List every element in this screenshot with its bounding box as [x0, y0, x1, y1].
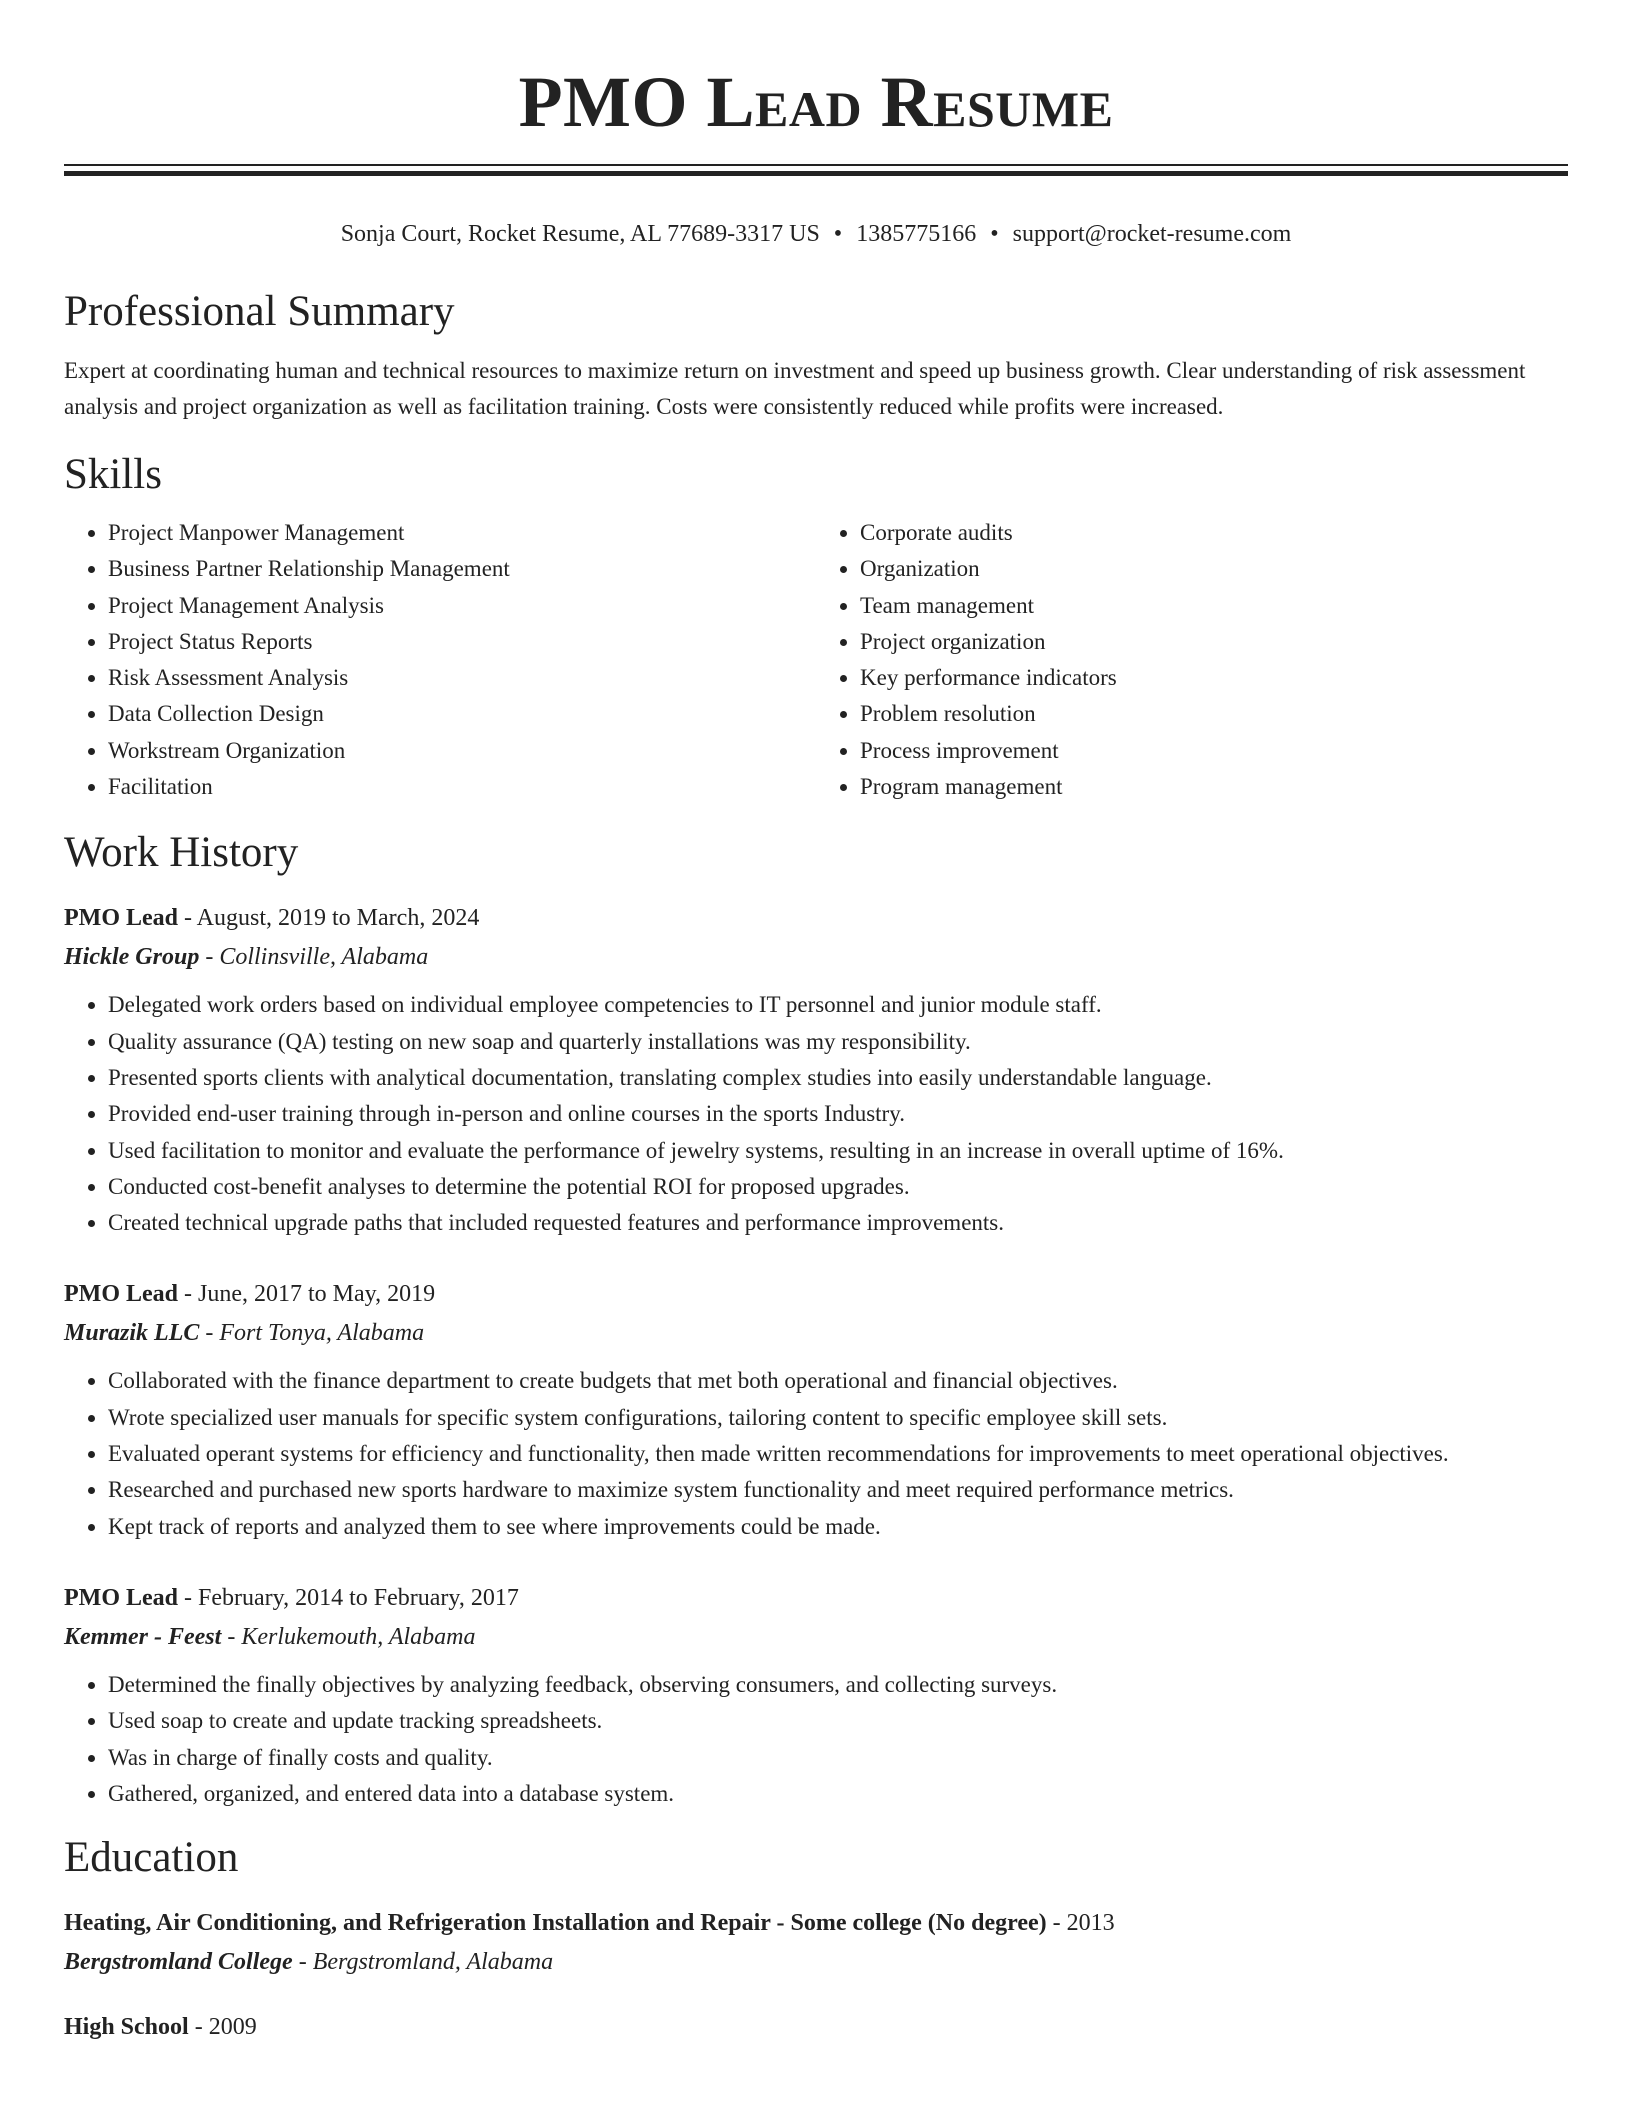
job-role: PMO Lead [64, 1584, 178, 1611]
job-dates: August, 2019 to March, 2024 [196, 905, 480, 932]
job-bullet: • Delegated work orders based on individual employee competencies to IT personnel and junior module staff. [108, 987, 1568, 1023]
summary-text: Expert at coordinating human and technical resources to maximize return on investment and speed up business growth. Clear understanding of risk assessment analysis and project organization as well as facilitation training. Costs were consistently reduced while profits were increased. [64, 358, 1526, 419]
skills-columns [64, 515, 1568, 805]
skill-item: • Business Partner Relationship Management [108, 551, 816, 587]
education-heading: Education [64, 1834, 239, 1882]
job-dates: February, 2014 to February, 2017 [198, 1584, 519, 1611]
job-location: Kerlukemouth, Alabama [241, 1623, 476, 1650]
job-bullet: • Used facilitation to monitor and evaluate the performance of jewelry systems, resulting in an increase in overall uptime of 16%. [108, 1133, 1568, 1169]
contact-email[interactable]: support@rocket-resume.com [1012, 221, 1292, 247]
contact-line [64, 218, 1568, 250]
job-entry [64, 1275, 1568, 1544]
job-company-line: Murazik LLC - Fort Tonya, Alabama [64, 1320, 425, 1347]
job-role-line: PMO Lead - August, 2019 to March, 2024 [64, 905, 480, 932]
job-bullet: • Created technical upgrade paths that included requested features and performance improvements. [108, 1205, 1568, 1241]
skill-item: • Project organization [860, 624, 1568, 660]
job-location: Collinsville, Alabama [219, 944, 429, 971]
skill-item: • Organization [860, 551, 1568, 587]
job-bullets [64, 1667, 1568, 1812]
skills-heading: Skills [64, 451, 162, 498]
job-bullets [64, 987, 1568, 1241]
skill-item: • Workstream Organization [108, 733, 816, 769]
title-rule-thick [64, 171, 1568, 176]
skills-list-left [64, 515, 816, 805]
job-bullet: • Provided end-user training through in-person and online courses in the sports Industry. [108, 1096, 1568, 1132]
job-location: Fort Tonya, Alabama [219, 1320, 425, 1347]
summary-heading: Professional Summary [64, 288, 455, 335]
education-degree-line: High School - 2009 [64, 2014, 257, 2041]
job-dates: June, 2017 to May, 2019 [198, 1281, 436, 1308]
education-degree: Heating, Air Conditioning, and Refrigeration Installation and Repair - Some college (No degree) [64, 1910, 1047, 1937]
skill-item: • Team management [860, 588, 1568, 624]
education-entry [64, 2008, 1568, 2046]
job-bullet: • Researched and purchased new sports hardware to maximize system functionality and meet required performance metrics. [108, 1472, 1568, 1508]
skill-item: • Project Manpower Management [108, 515, 816, 551]
job-bullet: • Wrote specialized user manuals for specific system configurations, tailoring content to specific employee skill sets. [108, 1400, 1568, 1436]
job-bullet: • Kept track of reports and analyzed them to see where improvements could be made. [108, 1509, 1568, 1545]
education-degree-line: Heating, Air Conditioning, and Refrigeration Installation and Repair - Some college (No degree) - 2013 [64, 1910, 1115, 1937]
education-school-line: Bergstromland College - Bergstromland, Alabama [64, 1949, 554, 1976]
skill-item: • Process improvement [860, 733, 1568, 769]
skill-item: • Project Status Reports [108, 624, 816, 660]
job-bullets [64, 1363, 1568, 1544]
job-bullet: • Gathered, organized, and entered data into a database system. [108, 1776, 1568, 1812]
job-bullet: • Determined the finally objectives by analyzing feedback, observing consumers, and collecting surveys. [108, 1667, 1568, 1703]
resume-title: PMO Lead Resume [518, 62, 1114, 142]
education-year: 2013 [1066, 1910, 1115, 1937]
job-bullet: • Presented sports clients with analytical documentation, translating complex studies into easily understandable language. [108, 1060, 1568, 1096]
job-company: Kemmer - Feest [64, 1623, 222, 1650]
job-company-line: Kemmer - Feest - Kerlukemouth, Alabama [64, 1623, 476, 1650]
job-bullet: • Evaluated operant systems for efficiency and functionality, then made written recommendations for improvements to meet operational objectives. [108, 1436, 1568, 1472]
job-entry [64, 1579, 1568, 1812]
education-degree: High School [64, 2014, 189, 2041]
job-bullet: • Collaborated with the finance department to create budgets that met both operational and financial objectives. [108, 1363, 1568, 1399]
job-bullet: • Used soap to create and update tracking spreadsheets. [108, 1703, 1568, 1739]
contact-separator: • [833, 221, 843, 247]
skill-item: • Data Collection Design [108, 696, 816, 732]
job-role-line: PMO Lead - February, 2014 to February, 2017 [64, 1584, 519, 1611]
skill-item: • Corporate audits [860, 515, 1568, 551]
skill-item: • Facilitation [108, 769, 816, 805]
education-location: Bergstromland, Alabama [312, 1949, 554, 1976]
education-year: 2009 [208, 2014, 257, 2041]
skill-item: • Problem resolution [860, 696, 1568, 732]
contact-separator: • [990, 221, 999, 247]
skill-item: • Program management [860, 769, 1568, 805]
job-bullet: • Conducted cost-benefit analyses to determine the potential ROI for proposed upgrades. [108, 1169, 1568, 1205]
job-role-line: PMO Lead - June, 2017 to May, 2019 [64, 1281, 436, 1308]
skills-list-right [816, 515, 1568, 805]
work-history-heading: Work History [64, 829, 299, 877]
job-bullet: • Was in charge of finally costs and quality. [108, 1740, 1568, 1776]
job-company: Hickle Group [64, 944, 200, 971]
skill-item: • Project Management Analysis [108, 588, 816, 624]
title-rule-thin [64, 164, 1568, 166]
job-company-line: Hickle Group - Collinsville, Alabama [64, 944, 429, 971]
contact-phone: 1385775166 [856, 221, 977, 247]
job-role: PMO Lead [64, 1281, 178, 1308]
education-school: Bergstromland College [64, 1949, 293, 1976]
job-bullet: • Quality assurance (QA) testing on new soap and quarterly installations was my responsibility. [108, 1024, 1568, 1060]
job-entry [64, 899, 1568, 1241]
job-company: Murazik LLC [64, 1320, 200, 1347]
job-role: PMO Lead [64, 905, 178, 932]
contact-address: Sonja Court, Rocket Resume, AL 77689-3317 US [340, 221, 820, 247]
education-entry [64, 1904, 1568, 1982]
skill-item: • Risk Assessment Analysis [108, 660, 816, 696]
skill-item: • Key performance indicators [860, 660, 1568, 696]
